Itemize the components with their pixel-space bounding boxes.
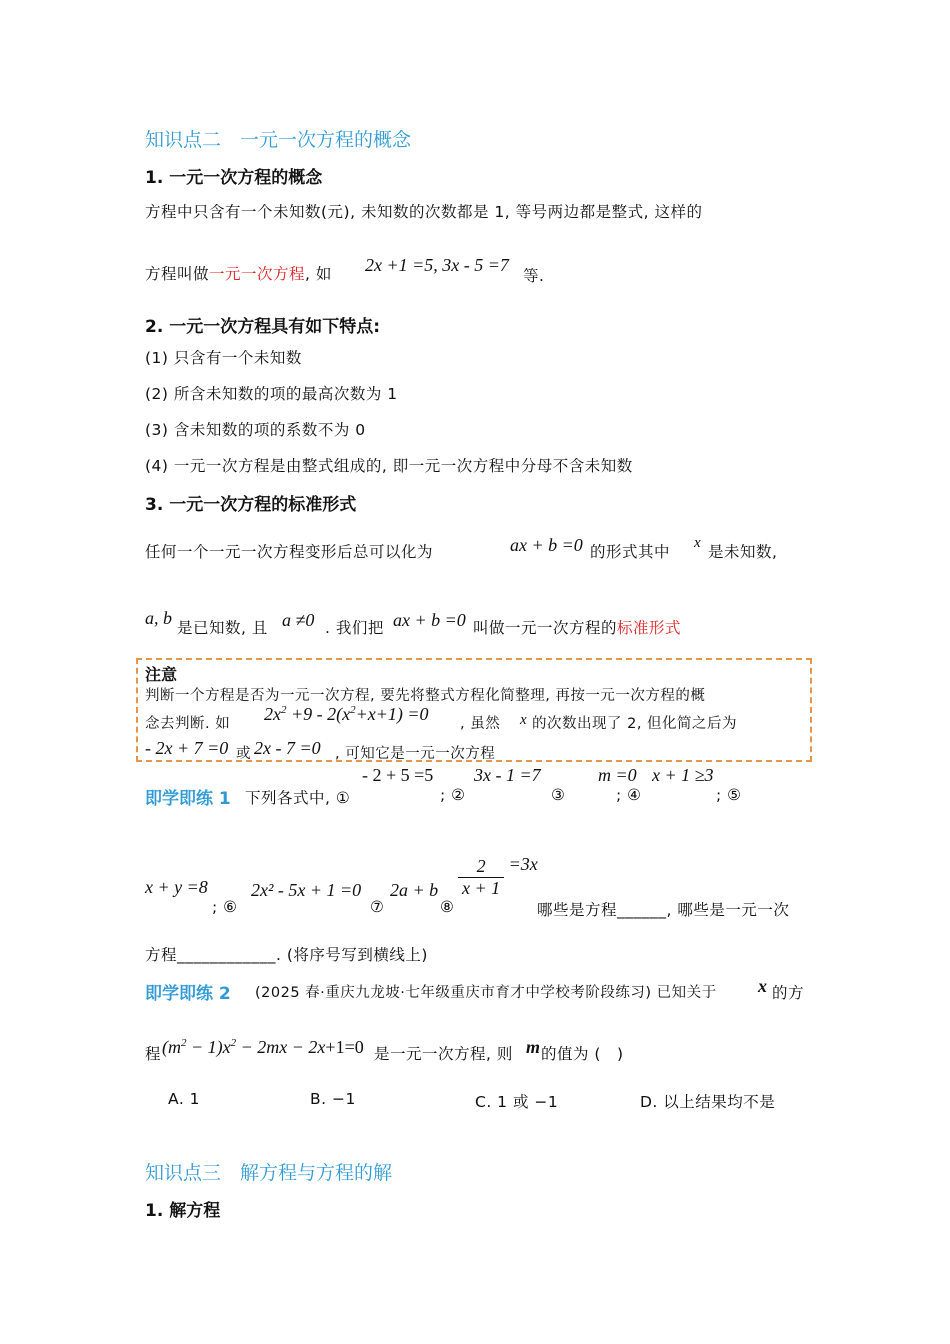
math-var: a, b bbox=[145, 608, 172, 628]
exercise-question: 哪些是方程______, 哪些是一元一次 bbox=[537, 901, 790, 919]
equation-5: x + y =8 bbox=[145, 877, 208, 897]
equation-4: x + 1 ≥3 bbox=[652, 765, 714, 785]
note-title: 注意 bbox=[145, 665, 178, 684]
section-heading-2: 知识点二 一元一次方程的概念 bbox=[145, 129, 412, 151]
paragraph-line: 是已知数, 且 bbox=[177, 619, 268, 637]
math-example: - 2x + 7 =0 bbox=[145, 738, 229, 758]
math-standard-form: ax + b =0 bbox=[510, 535, 583, 555]
paragraph-line: 叫做一元一次方程的标准形式 bbox=[473, 619, 682, 637]
exercise-label-1: 即学即练 1 bbox=[145, 789, 231, 809]
exercise-question: 方程____________. (将序号写到横线上) bbox=[145, 946, 428, 964]
exercise-text: 的方 bbox=[772, 984, 805, 1002]
equation-8: $\frac{2}{x + 1}$ =3x bbox=[458, 854, 538, 899]
equation-1: - 2 + 5 =5 bbox=[362, 765, 434, 785]
math-inequality: a ≠0 bbox=[282, 610, 315, 630]
math-example: 2x +1 =5, 3x - 5 =7 bbox=[365, 255, 509, 275]
equation-6: 2x² - 5x + 1 =0 bbox=[251, 880, 362, 900]
math-example: $2x^2 +9 - 2(x^2+x+1) =0$ bbox=[264, 704, 429, 724]
subsection-title-3: 3. 一元一次方程的标准形式 bbox=[145, 495, 357, 515]
note-line: 判断一个方程是否为一元一次方程, 要先将整式方程化简整理, 再按一元一次方程的概 bbox=[145, 688, 706, 704]
math-equation: $(m^2 - 1)x^2 - 2mx - 2x+1=0$ bbox=[162, 1037, 364, 1057]
math-var: x bbox=[694, 535, 701, 551]
math-var: m bbox=[526, 1037, 541, 1057]
highlight-term: 标准形式 bbox=[617, 619, 682, 637]
exercise-text: 下列各式中, ① bbox=[245, 789, 351, 807]
note-line: , 虽然 bbox=[460, 716, 501, 732]
exercise-text: 的值为 ( ) bbox=[541, 1045, 624, 1063]
math-example: 2x - 7 =0 bbox=[254, 738, 321, 758]
fraction: $\frac{2}{x + 1}$ bbox=[458, 856, 504, 899]
math-var: x bbox=[520, 712, 527, 728]
exercise-text: ⑦ bbox=[370, 898, 385, 916]
exercise-text: ; ④ bbox=[616, 786, 642, 804]
paragraph-line: 的形式其中 bbox=[590, 543, 671, 561]
option-c[interactable]: C. 1 或 −1 bbox=[475, 1093, 559, 1111]
note-line: 的次数出现了 2, 但化简之后为 bbox=[532, 716, 738, 732]
subsection-title-1: 1. 一元一次方程的概念 bbox=[145, 168, 323, 188]
option-a[interactable]: A. 1 bbox=[168, 1090, 201, 1108]
paragraph-line: 任何一个一元一次方程变形后总可以化为 bbox=[145, 543, 434, 561]
highlight-term: 一元一次方程 bbox=[209, 265, 306, 283]
equation-3: m =0 bbox=[598, 765, 637, 785]
note-line: 念去判断. 如 bbox=[145, 716, 231, 732]
equation-2: 3x - 1 =7 bbox=[474, 765, 541, 785]
subsection-title-solve: 1. 解方程 bbox=[145, 1201, 221, 1221]
exercise-text: ; ⑤ bbox=[716, 786, 742, 804]
subsection-title-2: 2. 一元一次方程具有如下特点: bbox=[145, 317, 381, 337]
exercise-text: ; ⑥ bbox=[212, 898, 238, 916]
exercise-source: (2025 春·重庆九龙坡·七年级重庆市育才中学校考阶段练习) 已知关于 bbox=[255, 985, 717, 1001]
math-var: x bbox=[758, 976, 767, 996]
math-standard-form: ax + b =0 bbox=[393, 610, 466, 630]
paragraph-line: 方程叫做一元一次方程, 如 bbox=[145, 265, 332, 283]
exercise-label-2: 即学即练 2 bbox=[145, 984, 231, 1004]
option-d[interactable]: D. 以上结果均不是 bbox=[640, 1093, 776, 1111]
paragraph-line: . 我们把 bbox=[325, 619, 384, 637]
paragraph-line: 方程中只含有一个未知数(元), 未知数的次数都是 1, 等号两边都是整式, 这样的 bbox=[145, 203, 703, 221]
note-line: 或 bbox=[236, 746, 251, 762]
exercise-text: ; ② bbox=[440, 786, 466, 804]
feature-item: (1) 只含有一个未知数 bbox=[145, 349, 302, 367]
note-line: , 可知它是一元一次方程 bbox=[335, 746, 496, 762]
paragraph-line: 是未知数, bbox=[708, 543, 778, 561]
feature-item: (2) 所含未知数的项的最高次数为 1 bbox=[145, 385, 398, 403]
exercise-text: ⑧ bbox=[440, 898, 455, 916]
equation-7: 2a + b bbox=[390, 880, 439, 900]
exercise-text: ③ bbox=[551, 786, 566, 804]
exercise-text: 程 bbox=[145, 1045, 162, 1063]
section-heading-3: 知识点三 解方程与方程的解 bbox=[145, 1162, 393, 1184]
paragraph-line: 等. bbox=[523, 267, 545, 285]
feature-item: (3) 含未知数的项的系数不为 0 bbox=[145, 421, 366, 439]
exercise-text: 是一元一次方程, 则 bbox=[374, 1045, 513, 1063]
option-b[interactable]: B. −1 bbox=[310, 1090, 356, 1108]
feature-item: (4) 一元一次方程是由整式组成的, 即一元一次方程中分母不含未知数 bbox=[145, 457, 633, 475]
